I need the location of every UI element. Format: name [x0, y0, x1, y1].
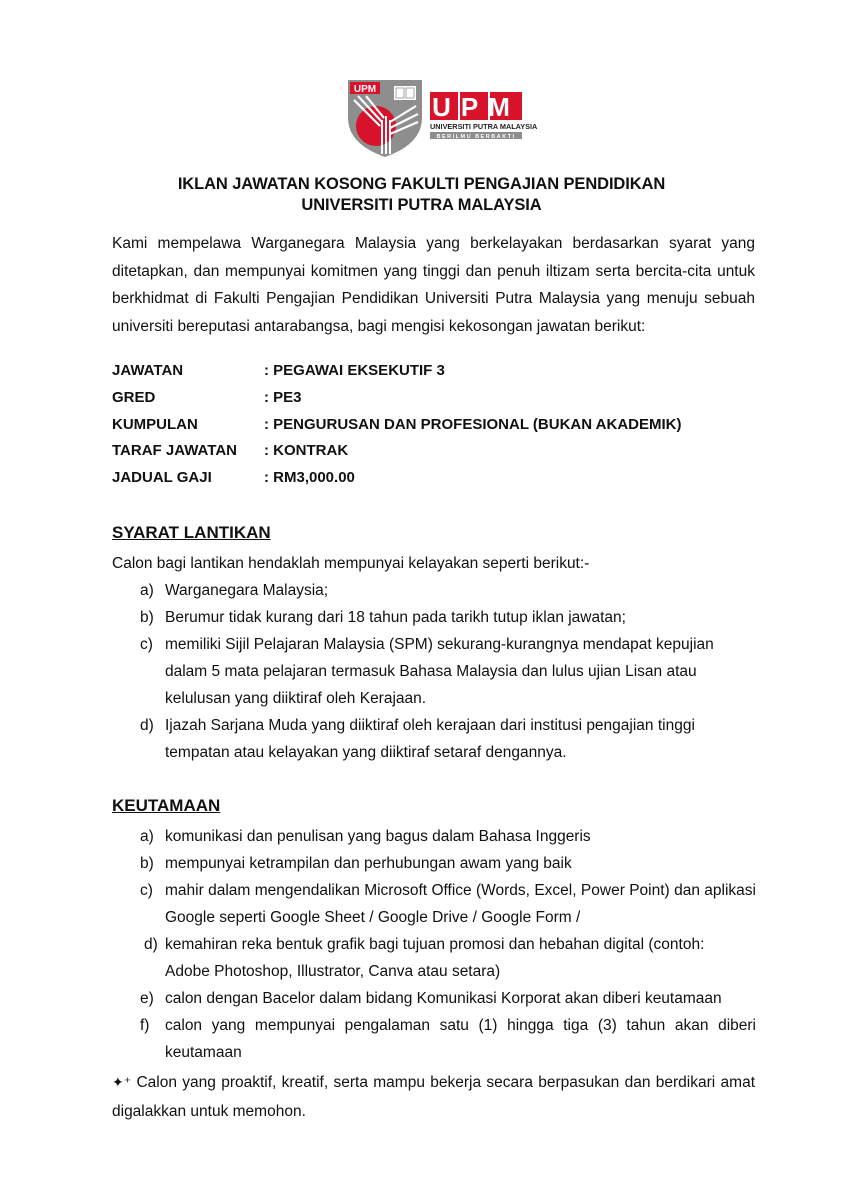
detail-row-kumpulan [112, 412, 682, 439]
list-item [140, 1012, 756, 1066]
list-marker: f) [140, 1017, 150, 1034]
detail-value: : PENGURUSAN DAN PROFESIONAL (BUKAN AKADEMIK) [264, 415, 682, 433]
detail-label: JAWATAN [112, 362, 184, 379]
svg-text:UNIVERSITI PUTRA MALAYSIA: UNIVERSITI PUTRA MALAYSIA [430, 122, 538, 131]
title-line-1: IKLAN JAWATAN KOSONG FAKULTI PENGAJIAN PENDIDIKAN [177, 175, 666, 193]
list-text: calon yang mempunyai pengalaman satu (1) hingga tiga (3) tahun akan diberi keutamaan [165, 1017, 756, 1061]
upm-shield-icon [348, 80, 422, 157]
list-text: memiliki Sijil Pelajaran Malaysia (SPM) sekurang-kurangnya mendapat kepujian dalam 5 mata pelajaran termasuk Bahasa Malaysia dan lulus ujian Lisan atau kelulusan yang diiktiraf oleh Kerajaan. [165, 636, 714, 707]
list-text: kemahiran reka bentuk grafik bagi tujuan promosi dan hebahan digital (contoh: Adobe Photoshop, Illustrator, Canva atau setara) [165, 936, 705, 980]
list-marker: d) [144, 936, 158, 953]
upm-logo [346, 78, 538, 158]
detail-value: : PEGAWAI EKSEKUTIF 3 [264, 362, 445, 379]
detail-label: TARAF JAWATAN [112, 442, 237, 460]
list-marker: d) [140, 717, 154, 734]
closing-note [112, 1068, 755, 1126]
detail-row-taraf [112, 438, 682, 465]
list-text: mahir dalam mengendalikan Microsoft Office (Words, Excel, Power Point) dan aplikasi Google seperti Google Sheet / Google Drive / Google Form / [165, 882, 756, 926]
svg-text:BERILMU BERBAKTI: BERILMU BERBAKTI [436, 134, 516, 140]
detail-row-jawatan [112, 358, 682, 385]
list-text: Berumur tidak kurang dari 18 tahun pada tarikh tutup iklan jawatan; [165, 609, 626, 626]
keutamaan-list [140, 823, 756, 1066]
page-title [0, 174, 843, 216]
upm-wordmark [430, 92, 538, 140]
list-text: Ijazah Sarjana Muda yang diiktiraf oleh kerajaan dari institusi pengajian tinggi tempatan atau kelayakan yang diiktiraf setaraf dengannya. [165, 717, 695, 761]
list-item [140, 823, 756, 850]
detail-row-gred [112, 385, 682, 412]
list-item [140, 604, 756, 631]
syarat-list [140, 577, 756, 766]
detail-label: KUMPULAN [112, 415, 198, 433]
list-marker: e) [140, 990, 154, 1007]
keutamaan-heading: KEUTAMAAN [112, 796, 221, 815]
list-text: mempunyai ketrampilan dan perhubungan awam yang baik [165, 855, 572, 872]
list-item [140, 850, 756, 877]
list-marker: b) [140, 855, 154, 872]
svg-text:UPM: UPM [432, 92, 520, 122]
list-item [140, 712, 756, 766]
detail-value: : KONTRAK [264, 442, 349, 460]
list-text: komunikasi dan penulisan yang bagus dalam Bahasa Inggeris [165, 828, 591, 845]
list-marker: c) [140, 882, 153, 899]
list-item [140, 985, 756, 1012]
list-item [140, 577, 756, 604]
list-marker: a) [140, 582, 154, 599]
detail-value: : PE3 [264, 388, 302, 406]
list-text: Warganegara Malaysia; [165, 582, 329, 599]
intro-paragraph: Kami mempelawa Warganegara Malaysia yang berkelayakan berdasarkan syarat yang ditetapkan, dan mempunyai komitmen yang tinggi dan penuh iltizam serta bercita-cita untuk berkhidmat di Fakulti Pengajian Pendidikan Universiti Putra Malaysia yang menuju sebuah universiti bereputasi antarabangsa, bagi mengisi kekosongan jawatan berikut: [112, 235, 755, 335]
list-item [140, 931, 756, 985]
title-line-2: UNIVERSITI PUTRA MALAYSIA [301, 196, 542, 214]
sparkle-icon: ✦⁺ [112, 1074, 132, 1090]
detail-label: GRED [112, 388, 156, 406]
job-details [112, 358, 682, 492]
detail-value: : RM3,000.00 [264, 469, 355, 487]
detail-row-gaji [112, 465, 682, 492]
svg-text:UPM: UPM [353, 84, 377, 95]
list-marker: b) [140, 609, 154, 626]
list-item [140, 877, 756, 931]
list-text: calon dengan Bacelor dalam bidang Komunikasi Korporat akan diberi keutamaan [165, 990, 722, 1007]
detail-label: JADUAL GAJI [112, 469, 212, 487]
list-marker: a) [140, 828, 154, 845]
list-marker: c) [140, 636, 153, 653]
syarat-lead: Calon bagi lantikan hendaklah mempunyai kelayakan seperti berikut:- [112, 555, 590, 572]
list-item [140, 631, 756, 712]
syarat-heading: SYARAT LANTIKAN [112, 523, 271, 542]
note-text: Calon yang proaktif, kreatif, serta mampu bekerja secara berpasukan dan berdikari amat digalakkan untuk memohon. [112, 1074, 755, 1120]
